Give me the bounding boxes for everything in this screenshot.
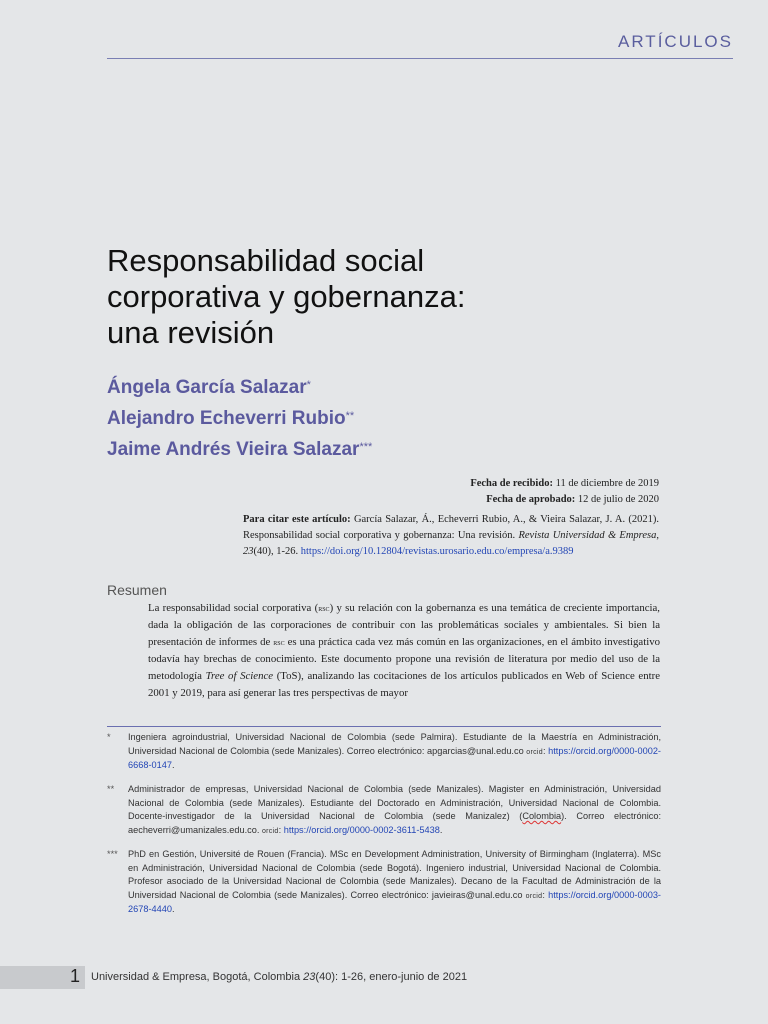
- journal-volume: 23: [243, 546, 254, 557]
- footnote-text: PhD en Gestión, Université de Rouen (Francia). MSc en Development Administration, University of Birmingham (Inglaterra). MSc en Administración, Universidad Nacional de Colombia (sede Bogotá). Ingeniero industrial, Universidad Nacional de Colombia. Profesor asociado de la Universidad Nacional de Colombia (sede Manizales). Decano de la Facultad de Administración de la Universidad Nacional de Colombia (sede Manizales). Correo electrónico: javieiras@unal.edu.co: [128, 849, 661, 900]
- approved-date: [470, 492, 659, 508]
- journal-name: Revista Universidad & Empresa: [518, 530, 657, 541]
- footer-citation: [91, 971, 467, 983]
- abstract-span: La responsabilidad social corporativa (: [148, 602, 319, 614]
- footnote-text: Administrador de empresas, Universidad Nacional de Colombia (sede Manizales). Magister en Administración, Universidad Nacional de Colombia (sede Manizales). Estudiante del Doctorado en Administración, Universidad Nacional de Colombia. Docente-investigador de la Universidad Nacional de Colombia (sede Manizalez) (: [128, 784, 661, 822]
- author-footnote-mark: ***: [359, 441, 373, 453]
- citation-block: Para citar este artículo: García Salazar, Á., Echeverri Rubio, A., & Vieira Salazar, J. A. (2021). Responsabilidad social corporativa y gobernanza: Una revisión. Revista Universidad & Empresa, 23(40), 1-26. https://doi.org/10.12804/revistas.urosario.edu.co/empresa/a.9389: [243, 514, 660, 557]
- footer-volume: 23: [303, 971, 316, 983]
- title-line: una revisión: [107, 315, 275, 350]
- section-label: ARTÍCULOS: [618, 32, 733, 51]
- footnote-text: ). Correo electrónico: aecheverri@umanizales.edu.co.: [128, 811, 661, 835]
- abstract-span: es una práctica cada vez más común en las organizaciones, en el ámbito investigativo todavía hay brechas de conocimiento. Este documento propone una revisión de literatura por medio del uso de la metodología: [148, 636, 660, 683]
- author: [107, 403, 372, 434]
- title-line: Responsabilidad social: [107, 243, 425, 278]
- footnote-mark: ***: [107, 849, 118, 859]
- author-name: Ángela García Salazar: [107, 377, 307, 398]
- abstract-text: [148, 600, 660, 700]
- footer-text: Universidad & Empresa, Bogotá, Colombia: [91, 971, 304, 983]
- footnote-end: .: [171, 904, 175, 915]
- author-footnote-mark: **: [345, 410, 355, 422]
- citation-label: Para citar este artículo:: [243, 514, 351, 525]
- abstract-span: ) y su relación con la gobernanza es una temática de creciente importancia, dada la obligación de las corporaciones de contribuir con las problemáticas sociales y ambientales. Si bien la presentación de informes de: [148, 602, 660, 649]
- footnote-mark: **: [107, 784, 115, 794]
- orcid-link[interactable]: https://orcid.org/0000-0002-6668-0147: [128, 745, 661, 771]
- received-value: 11 de diciembre de 2019: [555, 478, 659, 489]
- orcid-label: orcid: [525, 892, 543, 900]
- article-title: [107, 243, 667, 351]
- author: [107, 434, 372, 465]
- orcid-label: orcid: [261, 827, 279, 835]
- footnote-3: *** PhD en Gestión, Université de Rouen (Francia). MSc en Development Administration, University of Birmingham (Inglaterra). MSc en Administración, Universidad Nacional de Colombia (sede Bogotá). Ingeniero industrial, Universidad Nacional de Colombia. Profesor asociado de la Universidad Nacional de Colombia (sede Manizales). Decano de la Facultad de Administración de la Universidad Nacional de Colombia (sede Manizales). Correo electrónico: javieiras@unal.edu.co orcid: https://orcid.org/0000-0003-2678-4440.: [107, 849, 661, 915]
- footnote-rule: [107, 726, 661, 727]
- footnote-1: * Ingeniera agroindustrial, Universidad Nacional de Colombia (sede Palmira). Estudiante de la Maestría en Administración, Universidad Nacional de Colombia (sede Manizales). Correo electrónico: apgarcias@unal.edu.co orcid: https://orcid.org/0000-0002-6668-0147.: [107, 732, 661, 771]
- orcid-label: orcid: [526, 748, 543, 756]
- header-rule: [107, 58, 733, 59]
- footnote-end: .: [439, 824, 443, 835]
- author-footnote-mark: *: [306, 379, 311, 391]
- footnote-2: ** Administrador de empresas, Universidad Nacional de Colombia (sede Manizales). Magister en Administración, Universidad Nacional de Colombia (sede Manizales). Estudiante del Doctorado en Administración, Universidad Nacional de Colombia. Docente-investigador de la Universidad Nacional de Colombia (sede Manizalez) (Colombia). Correo electrónico: aecheverri@umanizales.edu.co. orcid: https://orcid.org/0000-0002-3611-5438.: [107, 784, 661, 835]
- abbr-rsc: rsc: [318, 603, 330, 613]
- citation-pages: (40), 1-26.: [253, 546, 299, 557]
- author-list: [107, 372, 372, 465]
- article-dates: [470, 476, 659, 508]
- author: [107, 372, 372, 403]
- author-name: Jaime Andrés Vieira Salazar: [107, 439, 360, 460]
- footnote-text: Ingeniera agroindustrial, Universidad Nacional de Colombia (sede Palmira). Estudiante de la Maestría en Administración, Universidad Nacional de Colombia (sede Manizales). Correo electrónico: apgarcias@unal.edu.co: [128, 732, 661, 756]
- abstract-heading: Resumen: [107, 582, 167, 598]
- doi-link[interactable]: https://doi.org/10.12804/revistas.urosario.edu.co/empresa/a.9389: [300, 546, 574, 557]
- abstract-span: (ToS), analizando las cocitaciones de los artículos publicados en Web of Science entre 2001 y 2019, para así generar las tres perspectivas de mayor: [148, 670, 660, 700]
- flagged-word: Colombia: [522, 811, 562, 822]
- footnote-mark: *: [107, 732, 111, 742]
- citation-text: García Salazar, Á., Echeverri Rubio, A., & Vieira Salazar, J. A. (2021). Responsabilidad social corporativa y gobernanza: Una revisión.: [243, 514, 660, 541]
- footer-text: (40): 1-26, enero-junio de 2021: [315, 971, 468, 983]
- orcid-link[interactable]: https://orcid.org/0000-0002-3611-5438: [283, 824, 440, 835]
- footnote-end: .: [171, 760, 175, 771]
- received-label: Fecha de recibido:: [470, 478, 553, 489]
- title-line: corporativa y gobernanza:: [107, 279, 466, 314]
- abbr-rsc: rsc: [273, 637, 285, 648]
- author-name: Alejandro Echeverri Rubio: [107, 408, 346, 429]
- method-name: Tree of Science: [205, 670, 274, 683]
- approved-value: 12 de julio de 2020: [577, 494, 659, 505]
- orcid-link[interactable]: https://orcid.org/0000-0003-2678-4440: [128, 889, 661, 915]
- received-date: [470, 476, 659, 492]
- page-number: 1: [70, 966, 81, 986]
- approved-label: Fecha de aprobado:: [486, 494, 576, 505]
